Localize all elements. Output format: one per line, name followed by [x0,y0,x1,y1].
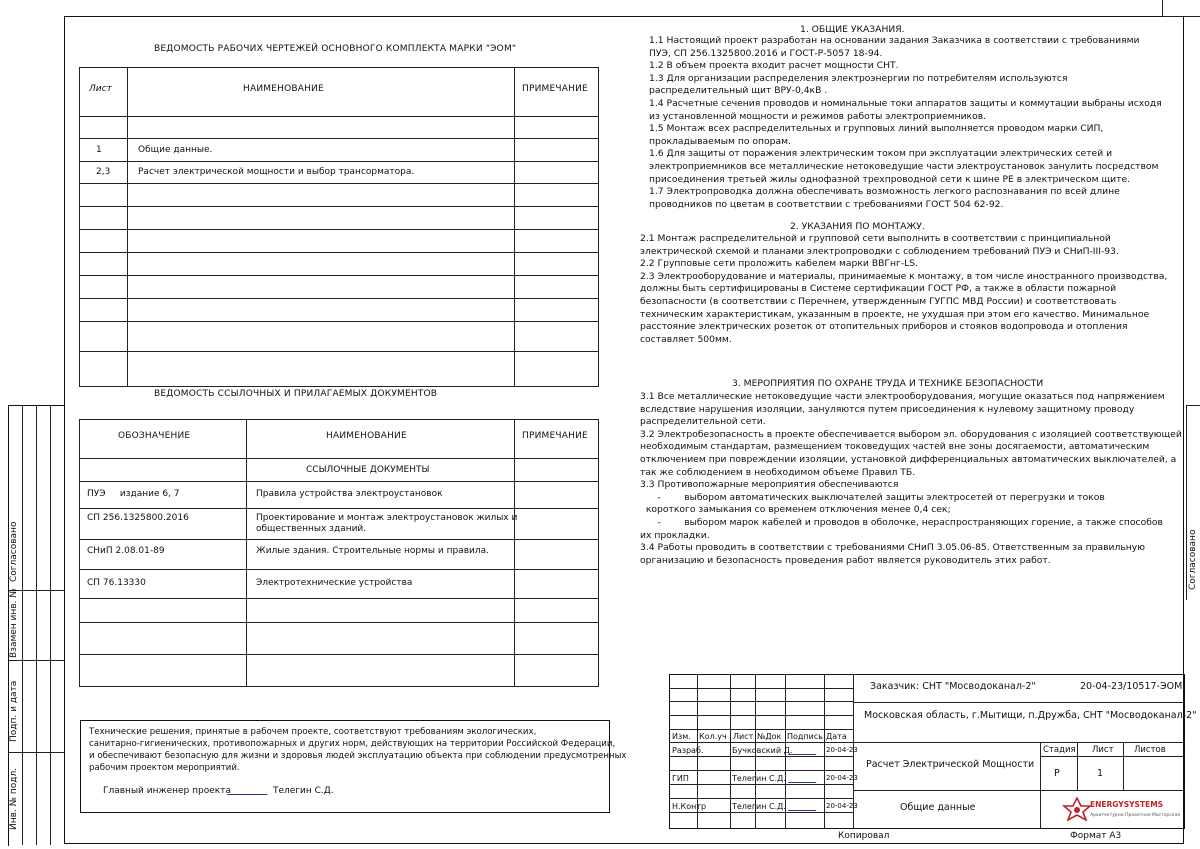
note-line: необходимым стандартам, размещением токоведущих частей вне зоны досягаемости, автоматическим [640,441,1150,453]
note-line: организацию и безопасность проведения работ является руководитель этих работ. [640,554,1051,566]
project-address: Московская область, г.Мытищи, п.Дружба, СНТ "Мосводоканал-2" [864,710,1197,721]
podp-data-label: Подп. и дата [9,680,19,742]
stage-label: Стадия [1043,745,1076,755]
role-n-kontr: Н.Контр [672,802,707,811]
signature-image [788,744,820,755]
table-row-designation: СНиП 2.08.01-89 [87,546,165,556]
format-label: Формат А3 [1070,831,1122,841]
company-logo [1062,795,1181,825]
note-line: присоединения третьей жилы однофазной трехпроводной сети к шине PE в электрическом щите. [649,173,1131,185]
document-title: Расчет Электрической Мощности [866,759,1035,770]
note-line: короткого замыкания со временем отключения менее 0,4 сек; [640,504,951,516]
note-line: отключением при повреждении изоляции, установкой дифференциальных автоматических выключателей, а [640,453,1177,465]
refs-header-name: НАИМЕНОВАНИЕ [326,431,407,441]
note-line: распределительной сети. [640,416,766,428]
header-name: НАИМЕНОВАНИЕ [243,84,324,94]
role-razrab: Разраб. [672,746,704,755]
section-2-body [640,233,1167,346]
note-line: 1.6 Для защиты от поражения электрическим током при эксплуатации электрических сетей и [649,148,1113,160]
table-row-sheet: 2,3 [96,167,111,177]
table-row-name: Электротехнические устройства [256,578,413,588]
person-name: Телегин С.Д. [732,802,786,811]
sheet-value: 1 [1097,768,1104,779]
table-row-designation: СП 256.1325800.2016 [87,513,189,523]
document-code: 20-04-23/10517-ЭОМ [1080,681,1183,692]
refs-header-designation: ОБОЗНАЧЕНИЕ [118,431,191,441]
header-sheet: Лист [89,84,112,94]
table-row-name: Общие данные. [138,145,213,155]
statement-line: санитарно-гигиенических, противопожарных и других норм, действующих на территории Российской Федерации, [89,739,616,749]
stage-value: Р [1054,768,1060,779]
table-row-name: Правила устройства электроустановок [256,489,443,499]
signature-image [227,784,271,795]
customer-label: Заказчик: СНТ "Мосводоканал-2" [870,681,1036,692]
compliance-statement [80,720,627,813]
inv-podl-label: Инв. № подл. [9,767,19,830]
col-list: Лист [733,732,754,741]
note-line: 3.2 Электробезопасность в проекте обеспечивается выбором эл. оборудования с изоляцией соответствующей [640,428,1182,440]
note-line: 3.4 Работы проводить в соответствии с требованиями СНиП 3.05.06-85. Ответственным за правильную [640,542,1145,554]
section-title: 2. УКАЗАНИЯ ПО МОНТАЖУ. [790,221,925,232]
note-line: - выбором марок кабелей и проводов в оболочке, нераспространяющих горение, а также способов [640,516,1163,528]
sign-date: 20-04-23 [826,746,858,754]
vzamen-inv-label: Взамен инв. № [9,588,19,658]
refs-section-label: ССЫЛОЧНЫЕ ДОКУМЕНТЫ [306,465,430,475]
statement-line: рабочим проектом мероприятий. [89,763,240,773]
logo-star-icon [1062,797,1092,821]
note-line: должны быть сертифицированы в Системе сертификации ГОСТ РФ, а также в области пожарной [640,283,1117,295]
signature-image [788,772,820,783]
note-line: распределительный щит ВРУ-0,4кВ . [649,85,828,97]
refs-header-note: ПРИМЕЧАНИЕ [522,431,588,441]
note-line: расстояние электрических розеток от отопительных приборов и стояков водопровода и отопления [640,321,1128,333]
statement-line: Технические решения, принятые в рабочем проекте, соответствуют требованиям экологических, [89,727,537,737]
sign-date: 20-04-23 [826,802,858,810]
note-line: 1.1 Настоящий проект разработан на основании задания Заказчика в соответствии с требованиями [649,35,1140,46]
col-date: Дата [826,732,847,741]
note-line: 3.1 Все металлические нетоковедущие части электрооборудования, могущие оказаться под напряжением [640,391,1165,402]
note-line: так же соблюдением в необходимом объеме Правил ТБ. [640,466,916,478]
note-line: техническим характеристикам, указанным в проекте, не ухудшая при этом его качество. Минимальное [640,308,1150,320]
table-row-sheet: 1 [96,145,102,155]
table-row-designation: СП 76.13330 [87,578,146,588]
note-line: электроприемников все металлические нетоковедущие части электроустановок занулить посредством [649,160,1159,172]
note-line: прокладываемым по опорам. [649,135,791,147]
col-kol-uch: Кол.уч [699,732,727,741]
sheet-label: Лист [1092,745,1114,755]
note-line: 3.3 Противопожарные мероприятия обеспечиваются [640,479,899,491]
person-name: Телегин С.Д. [732,774,786,783]
note-line: составляет 500мм. [640,333,732,345]
note-line: 1.2 В объем проекта входит расчет мощности СНТ. [649,60,899,72]
table-row-designation: ПУЭ издание 6, 7 [87,489,180,499]
person-name: Бучковский Д. [732,746,793,755]
copied-label: Копировал [838,831,890,841]
role-gip: ГИП [672,774,689,783]
note-line: 2.1 Монтаж распределительной и групповой сети выполнить в соответствии с принципиальной [640,233,1111,244]
note-line: 2.3 Электрооборудование и материалы, принимаемые к монтажу, в том числе иностранного производства, [640,270,1168,282]
table-row-name: Проектирование и монтаж электроустановок жилых и общественных зданий. [256,513,518,534]
section-title: 3. МЕРОПРИЯТИЯ ПО ОХРАНЕ ТРУДА И ТЕХНИКЕ БЕЗОПАСНОСТИ [732,378,1044,389]
chief-engineer-label: Главный инженер проекта [103,786,231,796]
note-line: вследствие нарушения изоляции, зануляются путем присоединения к нулевому защитному проводу [640,403,1135,415]
note-line: - выбором автоматических выключателей защиты электросетей от перегрузки и токов [640,491,1105,503]
col-ndoc: №Док [757,732,782,741]
logo-subtext: Архитектурно-Проектная Мастерская [1090,813,1181,818]
sheets-label: Листов [1134,745,1166,755]
note-line: 1.4 Расчетные сечения проводов и номинальные токи аппаратов защиты и коммутации выбраны исходя [649,97,1162,109]
note-line: безопасности (в соответствии с Перечнем, утвержденным ГУГПС МВД России) и соответствовать [640,295,1117,307]
note-line: 2.2 Групповые сети проложить кабелем марки ВВГнг-LS. [640,258,919,270]
sheet-title: Общие данные [900,802,976,813]
signature-image [788,800,820,811]
note-line: 1.3 Для организации распределения электроэнергии по потребителям используются [649,72,1068,84]
refs-list-title: ВЕДОМОСТЬ ССЫЛОЧНЫХ И ПРИЛАГАЕМЫХ ДОКУМЕНТОВ [154,389,438,399]
section-title: 1. ОБЩИЕ УКАЗАНИЯ. [800,24,905,35]
table-row-name: Жилые здания. Строительные нормы и правила. [256,546,489,556]
statement-line: и обеспечивают безопасную для жизни и здоровья людей эксплуатацию объекта при соблюдении предусмотренных [89,751,627,761]
logo-text: ENERGYSYSTEMS [1090,800,1164,809]
note-line: их прокладки. [640,529,710,541]
chief-engineer-name: Телегин С.Д. [273,786,334,796]
note-line: из установленной мощности и режимов работы электроприемников. [649,110,987,122]
sign-date: 20-04-23 [826,774,858,782]
col-izm: Изм. [672,732,691,741]
col-signature: Подпись [787,732,823,741]
note-line: 1.7 Электропроводка должна обеспечивать возможность легкого распознавания по всей длине [649,186,1120,198]
drawings-list-title: ВЕДОМОСТЬ РАБОЧИХ ЧЕРТЕЖЕЙ ОСНОВНОГО КОМПЛЕКТА МАРКИ "ЭОМ" [154,44,517,54]
note-line: ПУЭ, СП 256.1325800.2016 и ГОСТ-Р-5057 18-94. [649,47,883,59]
note-line: проводников по цветам в соответствии с требованиями ГОСТ 504 62-92. [649,198,1004,210]
header-note: ПРИМЕЧАНИЕ [522,84,588,94]
section-3-body [640,391,1182,567]
soglasovano-label: Согласовано [9,521,19,582]
section-1-body [649,35,1162,211]
note-line: электрической схемой и планами электропроводки с соблюдением требований ПУЭ и СНиП-III-93. [640,245,1119,257]
table-row-name: Расчет электрической мощности и выбор трансорматора. [138,167,415,177]
right-soglasovano-label: Согласовано [1188,529,1198,590]
note-line: 1.5 Монтаж всех распределительных и групповых линий выполняется проводом марки СИП, [649,123,1104,135]
